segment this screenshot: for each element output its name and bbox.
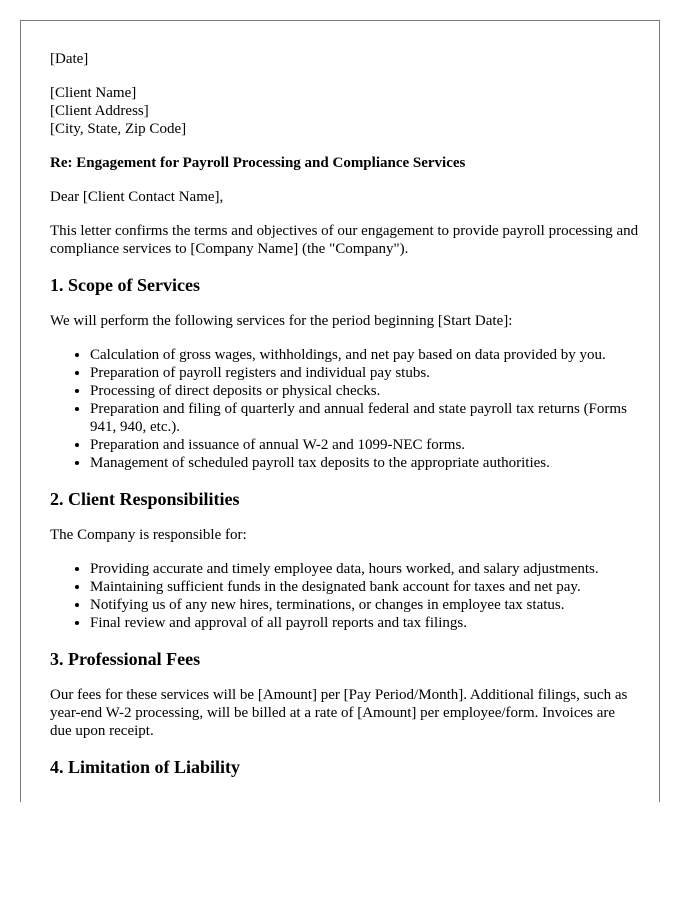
list-item: • Calculation of gross wages, withholdings, and net pay based on data provided by you. bbox=[90, 346, 640, 364]
list-item: • Maintaining sufficient funds in the designated bank account for taxes and net pay. bbox=[90, 578, 640, 596]
recipient-city-state-zip: [City, State, Zip Code] bbox=[50, 121, 187, 137]
section-heading-scope: 1. Scope of Services bbox=[50, 275, 200, 295]
list-item: • Preparation and filing of quarterly and annual federal and state payroll tax returns (Forms 941, 940, etc.). bbox=[90, 400, 640, 436]
list-item: • Management of scheduled payroll tax deposits to the appropriate authorities. bbox=[90, 454, 640, 472]
subject-line: Re: Engagement for Payroll Processing and Compliance Services bbox=[50, 155, 466, 171]
letter-content bbox=[50, 50, 640, 794]
date-line bbox=[50, 50, 640, 68]
list-item: • Notifying us of any new hires, terminations, or changes in employee tax status. bbox=[90, 596, 640, 614]
professional-fees-paragraph: Our fees for these services will be [Amount] per [Pay Period/Month]. Additional filings, such as year-end W-2 processing, will be billed at a rate of [Amount] per employee/form. Invoices are due upon receipt. bbox=[50, 687, 628, 739]
recipient-address-block bbox=[50, 84, 640, 138]
client-responsibilities-list bbox=[50, 560, 640, 632]
intro-paragraph: This letter confirms the terms and objectives of our engagement to provide payroll processing and compliance services to [Company Name] (the "Company"). bbox=[50, 223, 639, 257]
list-item: • Final review and approval of all payroll reports and tax filings. bbox=[90, 614, 640, 632]
scope-list bbox=[50, 346, 640, 472]
section-heading-professional-fees: 3. Professional Fees bbox=[50, 649, 201, 669]
list-item: • Preparation and issuance of annual W-2 and 1099-NEC forms. bbox=[90, 436, 640, 454]
section-heading-limitation-of-liability: 4. Limitation of Liability bbox=[50, 757, 241, 777]
section-lead-client-responsibilities: The Company is responsible for: bbox=[50, 527, 247, 543]
letter-page bbox=[20, 20, 660, 802]
recipient-name: [Client Name] bbox=[50, 85, 137, 101]
salutation: Dear [Client Contact Name], bbox=[50, 189, 224, 205]
recipient-address: [Client Address] bbox=[50, 103, 149, 119]
section-heading-client-responsibilities: 2. Client Responsibilities bbox=[50, 489, 240, 509]
letter-date: [Date] bbox=[50, 51, 89, 67]
list-item: • Processing of direct deposits or physical checks. bbox=[90, 382, 640, 400]
list-item: • Preparation of payroll registers and individual pay stubs. bbox=[90, 364, 640, 382]
section-lead-scope: We will perform the following services for the period beginning [Start Date]: bbox=[50, 313, 513, 329]
list-item: • Providing accurate and timely employee data, hours worked, and salary adjustments. bbox=[90, 560, 640, 578]
